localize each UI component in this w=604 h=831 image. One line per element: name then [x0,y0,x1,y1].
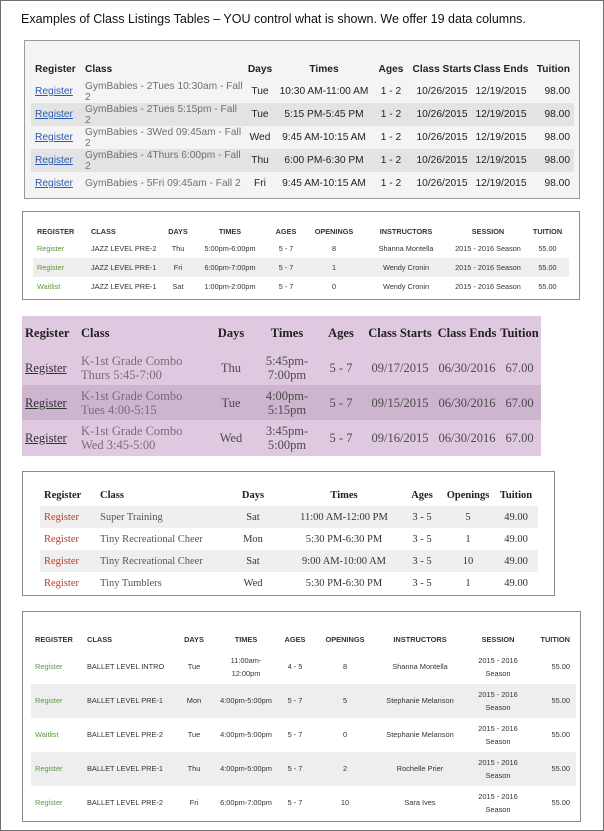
times-cell: 5:00pm-6:00pm [204,244,256,253]
class-name: JAZZ LEVEL PRE-1 [87,258,162,277]
class-name: K-1st Grade Combo Wed 3:45-5:00 [81,423,183,452]
class-name: BALLET LEVEL PRE-2 [87,798,163,808]
start-cell: 09/16/2015 [371,430,429,445]
tuition-cell: 55.00 [531,752,576,786]
times-cell: 4:00pm-5:00pm [220,730,272,740]
col-session: SESSION [481,634,515,644]
table-row [31,172,574,195]
table-row [22,385,541,420]
col-openings: OPENINGS [314,226,354,236]
listing-table-1 [24,40,580,199]
table-row [40,528,538,550]
register-link[interactable]: Register [35,798,63,808]
end-cell: 12/19/2015 [473,103,529,126]
tuition-cell: 67.00 [505,430,534,445]
days-cell: Fri [254,178,266,189]
table-row [40,550,538,572]
tuition-cell: 55.00 [551,730,570,740]
days-cell: Thu [171,244,185,253]
col-register: Register [44,489,82,501]
table-row [33,239,569,258]
days-cell: Tue [206,385,256,420]
col-openings: OPENINGS [325,634,365,644]
col-tuition: TUITION [532,226,563,236]
times-cell: 3:45pm-5:00pm [265,423,309,452]
days-cell: Tue [187,730,201,740]
table-header-row [33,223,569,239]
ages-cell: 1 - 2 [380,178,402,189]
listing-table-5 [22,611,581,822]
times-cell: 9:00 AM-10:00 AM [286,550,402,572]
waitlist-link[interactable]: Waitlist [37,282,61,291]
col-times: Times [330,489,358,501]
instructor-cell: Sara Ives [404,798,436,808]
instructor-cell: Wendy Cronin [382,282,430,291]
openings-cell: 10 [340,798,350,808]
days-cell: Sat [172,282,184,291]
instructor-cell: Rochelle Prier [375,752,465,786]
col-class: Class [81,325,110,340]
col-ages: Ages [328,325,354,340]
days-cell: Wed [249,132,271,143]
table-row [31,126,574,149]
col-tuition: Tuition [499,489,533,501]
openings-cell: 8 [342,662,348,672]
session-cell: 2015 - 2016 Season [450,258,526,277]
col-class-ends: Class Ends [473,63,529,75]
col-days: Days [217,325,245,340]
start-cell: 10/26/2015 [416,132,468,143]
times-cell: 9:45 AM-10:15 AM [282,132,366,143]
register-link[interactable]: Register [44,533,79,545]
session-cell: 2015 - 2016 Season [465,752,531,786]
openings-cell: 10 [442,550,494,572]
ages-cell: 4 - 5 [287,662,303,672]
col-register: REGISTER [37,226,75,236]
col-tuition: Tuition [500,325,539,340]
tuition-cell: 67.00 [498,385,541,420]
col-times: Times [270,325,304,340]
instructor-cell: Shanna Montella [392,662,448,672]
times-cell: 6:00pm-7:00pm [220,798,272,808]
tuition-cell: 98.00 [529,103,574,126]
col-ages: Ages [378,63,404,75]
end-cell: 12/19/2015 [473,149,529,172]
table-row [31,650,576,684]
times-cell: 4:00pm-5:15pm [256,385,318,420]
end-cell: 06/30/2016 [436,385,498,420]
class-name: Super Training [96,506,220,528]
table-row [22,420,541,455]
start-cell: 09/15/2015 [364,385,436,420]
tuition-cell: 55.00 [526,258,569,277]
table-header-row [22,316,541,350]
session-cell: 2015 - 2016 Season [478,791,518,814]
end-cell: 12/19/2015 [475,86,527,97]
days-cell: Tue [251,86,269,97]
days-cell: Thu [171,752,217,786]
class-name: K-1st Grade Combo Thurs 5:45-7:00 [81,353,183,382]
register-link[interactable]: Register [35,155,73,166]
session-cell: 2015 - 2016 Season [478,655,518,678]
tuition-cell: 55.00 [551,662,570,672]
register-link[interactable]: Register [31,684,83,718]
instructor-cell: Stephanie Melanson [386,730,454,740]
ages-cell: 5 - 7 [329,430,353,445]
days-cell: Sat [220,550,286,572]
times-cell: 5:30 PM-6:30 PM [305,577,383,589]
tuition-cell: 49.00 [494,550,538,572]
class-name: Tiny Recreational Cheer [100,533,203,545]
class-name: Tiny Tumblers [100,577,162,589]
days-cell: Tue [243,103,277,126]
col-ages: Ages [411,489,433,501]
register-link[interactable]: Register [35,86,73,97]
table-row [31,718,576,752]
openings-cell: 0 [342,730,348,740]
class-table-2 [33,223,569,296]
ages-cell: 3 - 5 [412,577,432,589]
openings-cell: 1 [465,577,471,589]
instructor-cell: Wendy Cronin [362,258,450,277]
ages-cell: 3 - 5 [402,550,442,572]
col-days: Days [247,63,273,75]
times-cell: 5:45pm-7:00pm [265,353,309,382]
listing-table-4 [22,471,555,596]
col-openings: Openings [446,489,490,501]
ages-cell: 5 - 7 [278,244,294,253]
class-name: BALLET LEVEL PRE-1 [83,752,171,786]
table-row [33,277,569,296]
times-cell: 5:30 PM-6:30 PM [305,533,383,545]
register-link[interactable]: Register [25,395,67,410]
table-row [40,572,538,594]
class-name: JAZZ LEVEL PRE-2 [91,244,157,253]
col-class: CLASS [87,634,113,644]
col-tuition: Tuition [536,63,570,75]
table-row [40,506,538,528]
class-name: GymBabies - 5Fri 09:45am - Fall 2 [85,178,241,189]
ages-cell: 1 - 2 [380,132,402,143]
tuition-cell: 49.00 [504,577,528,589]
col-days: DAYS [168,226,188,236]
days-cell: Sat [220,506,286,528]
class-name: BALLET LEVEL INTRO [87,662,165,672]
listing-table-3 [22,316,541,456]
session-cell: 2015 - 2016 Season [465,684,531,718]
table-row [33,258,569,277]
session-cell: 2015 - 2016 Season [478,723,518,746]
col-tuition: TUITION [540,634,570,644]
tuition-cell: 55.00 [538,282,557,291]
page-heading: Examples of Class Listings Tables – YOU control what is shown. We offer 19 data columns. [21,12,526,26]
class-table-4 [40,484,538,594]
table-row [31,786,576,820]
times-cell: 10:30 AM-11:00 AM [279,86,369,97]
class-table-5 [31,628,576,820]
class-name: GymBabies - 3Wed 09:45am - Fall 2 [85,126,242,149]
times-cell: 4:00pm-5:00pm [217,684,275,718]
ages-cell: 5 - 7 [318,385,364,420]
tuition-cell: 49.00 [494,506,538,528]
col-times: TIMES [234,634,258,644]
table-row [31,80,574,103]
times-cell: 11:00am-12:00pm [230,655,262,678]
start-cell: 09/17/2015 [371,360,429,375]
col-session: SESSION [471,226,505,236]
times-cell: 5:15 PM-5:45 PM [277,103,371,126]
ages-cell: 3 - 5 [402,506,442,528]
class-name: GymBabies - 4Thurs 6:00pm - Fall 2 [81,149,243,172]
table-row [31,103,574,126]
days-cell: Thu [243,149,277,172]
col-days: DAYS [184,634,204,644]
days-cell: Thu [220,360,242,375]
end-cell: 12/19/2015 [475,132,527,143]
times-cell: 11:00 AM-12:00 PM [286,506,402,528]
tuition-cell: 49.00 [504,533,528,545]
table-row [31,684,576,718]
days-cell: Wed [219,430,243,445]
times-cell: 9:45 AM-10:15 AM [282,178,366,189]
openings-cell: 1 [306,258,362,277]
col-times: TIMES [218,226,242,236]
days-cell: Mon [243,533,263,545]
register-link[interactable]: Register [37,244,65,253]
tuition-cell: 98.00 [544,86,570,97]
tuition-cell: 55.00 [538,244,557,253]
table-row [31,149,574,172]
openings-cell: 5 [315,684,375,718]
ages-cell: 3 - 5 [412,533,432,545]
col-class-ends: Class Ends [437,325,497,340]
ages-cell: 1 - 2 [371,103,411,126]
times-cell: 4:00pm-5:00pm [217,752,275,786]
tuition-cell: 98.00 [544,132,570,143]
tuition-cell: 98.00 [529,149,574,172]
end-cell: 12/19/2015 [475,178,527,189]
class-name: JAZZ LEVEL PRE-1 [91,282,157,291]
register-link[interactable]: Register [35,109,73,120]
openings-cell: 0 [331,282,337,291]
openings-cell: 2 [315,752,375,786]
ages-cell: 1 - 2 [380,86,402,97]
ages-cell: 5 - 7 [329,360,353,375]
col-class: Class [100,489,124,501]
tuition-cell: 67.00 [505,360,534,375]
ages-cell: 5 - 7 [287,798,303,808]
openings-cell: 1 [465,533,471,545]
days-cell: Mon [171,684,217,718]
ages-cell: 5 - 7 [287,730,303,740]
class-name: Tiny Recreational Cheer [96,550,220,572]
register-link[interactable]: Register [35,178,73,189]
class-name: K-1st Grade Combo Tues 4:00-5:15 [78,385,206,420]
col-class: Class [85,63,113,75]
col-days: Days [241,489,265,501]
register-link[interactable]: Register [44,577,79,589]
session-cell: 2015 - 2016 Season [455,282,521,291]
times-cell: 6:00pm-7:00pm [194,258,266,277]
col-times: Times [309,63,339,75]
table-row [22,350,541,385]
days-cell: Wed [243,577,263,589]
register-link[interactable]: Register [25,360,67,375]
openings-cell: 8 [331,244,337,253]
session-cell: 2015 - 2016 Season [455,244,521,253]
ages-cell: 1 - 2 [371,149,411,172]
col-register: Register [35,63,76,75]
start-cell: 10/26/2015 [416,86,468,97]
col-instructors: INSTRUCTORS [393,634,447,644]
register-link[interactable]: Register [25,430,67,445]
table-row [31,752,576,786]
col-class-starts: Class Starts [412,63,472,75]
end-cell: 06/30/2016 [438,360,496,375]
col-ages: AGES [284,634,306,644]
ages-cell: 5 - 7 [275,752,315,786]
instructor-cell: Stephanie Melanson [375,684,465,718]
ages-cell: 5 - 7 [275,684,315,718]
class-name: BALLET LEVEL PRE-2 [87,730,163,740]
times-cell: 1:00pm-2:00pm [204,282,256,291]
days-cell: Fri [189,798,199,808]
class-name: GymBabies - 2Tues 5:15pm - Fall 2 [81,103,243,126]
start-cell: 10/26/2015 [416,178,468,189]
instructor-cell: Shanna Montella [378,244,434,253]
times-cell: 6:00 PM-6:30 PM [277,149,371,172]
end-cell: 06/30/2016 [438,430,496,445]
listing-table-2 [22,211,580,300]
class-name: BALLET LEVEL PRE-1 [83,684,171,718]
col-ages: AGES [275,226,297,236]
class-table-1 [31,58,574,195]
openings-cell: 5 [442,506,494,528]
table-header-row [40,484,538,506]
tuition-cell: 55.00 [531,684,576,718]
tuition-cell: 98.00 [544,178,570,189]
register-link[interactable]: Register [31,752,83,786]
ages-cell: 5 - 7 [266,258,306,277]
start-cell: 10/26/2015 [411,149,473,172]
register-link[interactable]: Register [35,132,73,143]
tuition-cell: 55.00 [551,798,570,808]
register-link[interactable]: Register [40,550,96,572]
col-class-starts: Class Starts [368,325,432,340]
table-header-row [31,628,576,650]
col-register: REGISTER [35,634,73,644]
days-cell: Tue [187,662,201,672]
days-cell: Fri [162,258,194,277]
register-link[interactable]: Register [40,506,96,528]
class-name: GymBabies - 2Tues 10:30am - Fall 2 [85,80,243,103]
waitlist-link[interactable]: Waitlist [35,730,59,740]
col-instructors: INSTRUCTORS [379,226,433,236]
start-cell: 10/26/2015 [411,103,473,126]
class-table-3 [22,316,541,455]
register-link[interactable]: Register [33,258,87,277]
table-header-row [31,58,574,80]
col-register: Register [25,325,70,340]
col-class: CLASS [91,226,116,236]
register-link[interactable]: Register [35,662,63,672]
ages-cell: 5 - 7 [278,282,294,291]
